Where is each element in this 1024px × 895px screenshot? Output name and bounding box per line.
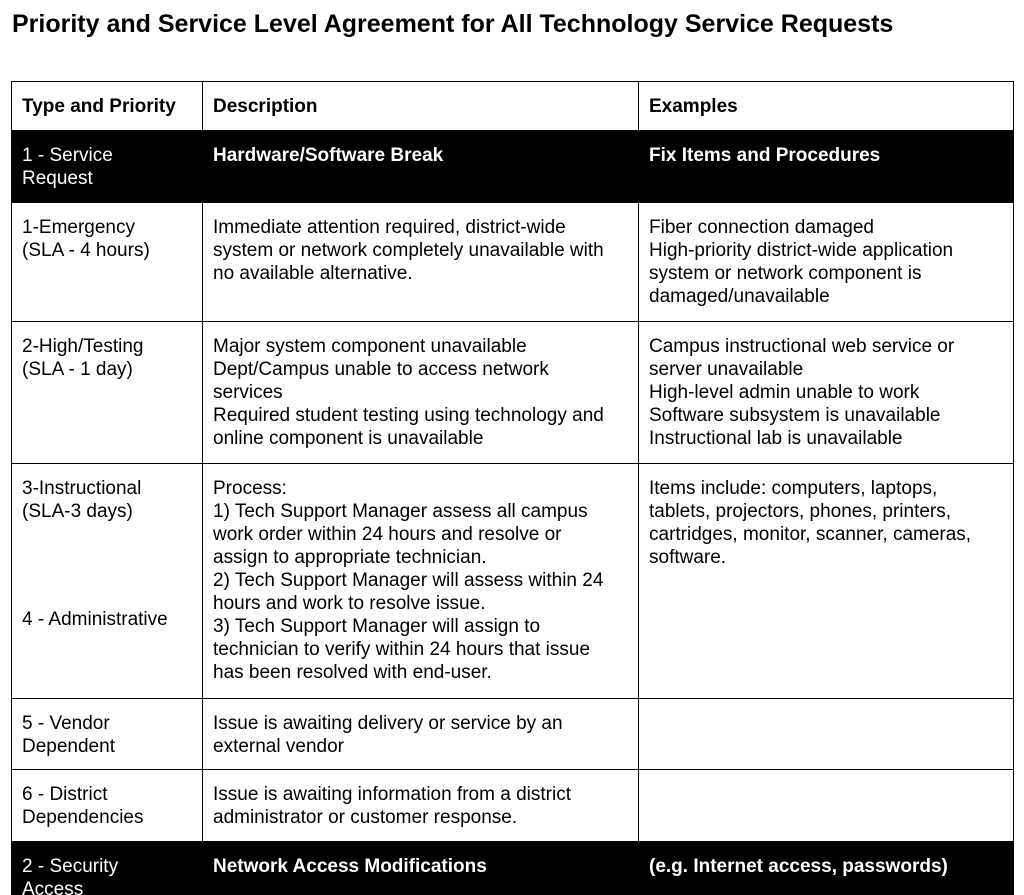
type-line: Dependencies — [22, 807, 144, 828]
example-line: Instructional lab is unavailable — [649, 428, 903, 449]
example-line: damaged/unavailable — [649, 286, 830, 307]
description-cell — [203, 770, 639, 842]
header-examples: Examples — [639, 82, 1014, 131]
table-row-emergency — [12, 203, 1014, 322]
section-type-cell — [12, 131, 203, 203]
description-line: Immediate attention required, district-wide — [213, 217, 566, 238]
description-line: no available alternative. — [213, 263, 413, 284]
description-line: Major system component unavailable — [213, 336, 527, 357]
description-line: technician to verify within 24 hours that issue — [213, 639, 591, 660]
description-line: system or network completely unavailable with — [213, 240, 604, 261]
sla-table — [11, 81, 1014, 895]
description-line: external vendor — [213, 736, 344, 757]
description-cell — [203, 699, 639, 770]
example-line: High-priority district-wide application — [649, 240, 954, 261]
examples-cell — [639, 699, 1014, 770]
description-cell — [203, 322, 639, 464]
description-cell — [203, 464, 639, 699]
type-cell — [12, 699, 203, 770]
header-type-priority: Type and Priority — [12, 82, 203, 131]
description-line: Issue is awaiting information from a district — [213, 784, 571, 805]
description-line: Required student testing using technology and — [213, 405, 604, 426]
section-type-line: 1 - Service — [22, 145, 113, 166]
description-line: has been resolved with end-user. — [213, 662, 492, 683]
description-line: 1) Tech Support Manager assess all campus — [213, 501, 588, 522]
example-line: server unavailable — [649, 359, 804, 380]
type-line: 6 - District — [22, 784, 108, 805]
type-line: 5 - Vendor — [22, 713, 110, 734]
example-line: software. — [649, 547, 727, 568]
examples-cell — [639, 203, 1014, 322]
description-line: 2) Tech Support Manager will assess within 24 — [213, 570, 604, 591]
section-description-cell: Network Access Modifications — [203, 842, 639, 895]
section-type-line: Request — [22, 168, 93, 189]
type-line: (SLA - 1 day) — [22, 359, 133, 380]
type-line: (SLA - 4 hours) — [22, 240, 150, 261]
description-line: online component is unavailable — [213, 428, 484, 449]
description-line: Process: — [213, 478, 287, 499]
section-row-service-request — [12, 131, 1014, 203]
table-row-high-testing — [12, 322, 1014, 464]
table-row-vendor-dependent — [12, 699, 1014, 770]
type-line: 4 - Administrative — [22, 609, 168, 630]
type-line: (SLA-3 days) — [22, 501, 133, 522]
section-examples-cell: Fix Items and Procedures — [639, 131, 1014, 203]
section-type-line: Access — [22, 879, 84, 895]
header-description: Description — [203, 82, 639, 131]
type-cell — [12, 770, 203, 842]
type-spacer — [22, 523, 192, 608]
description-line: 3) Tech Support Manager will assign to — [213, 616, 541, 637]
examples-cell — [639, 322, 1014, 464]
type-line: Dependent — [22, 736, 115, 757]
description-line: work order within 24 hours and resolve or — [213, 524, 562, 545]
type-cell — [12, 203, 203, 322]
description-line: administrator or customer response. — [213, 807, 518, 828]
table-header-row — [12, 82, 1014, 131]
example-line: Software subsystem is unavailable — [649, 405, 941, 426]
example-line: system or network component is — [649, 263, 922, 284]
section-row-security-access — [12, 842, 1014, 895]
document-title: Priority and Service Level Agreement for All Technology Service Requests — [12, 10, 894, 38]
example-line: cartridges, monitor, scanner, cameras, — [649, 524, 972, 545]
section-examples-cell: (e.g. Internet access, passwords) — [639, 842, 1014, 895]
description-line: hours and work to resolve issue. — [213, 593, 486, 614]
description-line: services — [213, 382, 283, 403]
type-line: 2-High/Testing — [22, 336, 144, 357]
type-cell — [12, 322, 203, 464]
example-line: High-level admin unable to work — [649, 382, 920, 403]
description-line: assign to appropriate technician. — [213, 547, 487, 568]
section-type-cell — [12, 842, 203, 895]
section-type-line: 2 - Security — [22, 856, 119, 877]
example-line: Items include: computers, laptops, — [649, 478, 938, 499]
description-cell — [203, 203, 639, 322]
description-line: Dept/Campus unable to access network — [213, 359, 549, 380]
examples-cell — [639, 770, 1014, 842]
type-line: 1-Emergency — [22, 217, 135, 238]
type-line: 3-Instructional — [22, 478, 142, 499]
section-description-cell: Hardware/Software Break — [203, 131, 639, 203]
example-line: tablets, projectors, phones, printers, — [649, 501, 952, 522]
type-cell — [12, 464, 203, 699]
example-line: Fiber connection damaged — [649, 217, 874, 238]
description-line: Issue is awaiting delivery or service by an — [213, 713, 563, 734]
table-row-instructional-administrative — [12, 464, 1014, 699]
examples-cell — [639, 464, 1014, 699]
table-row-district-dependencies — [12, 770, 1014, 842]
example-line: Campus instructional web service or — [649, 336, 955, 357]
